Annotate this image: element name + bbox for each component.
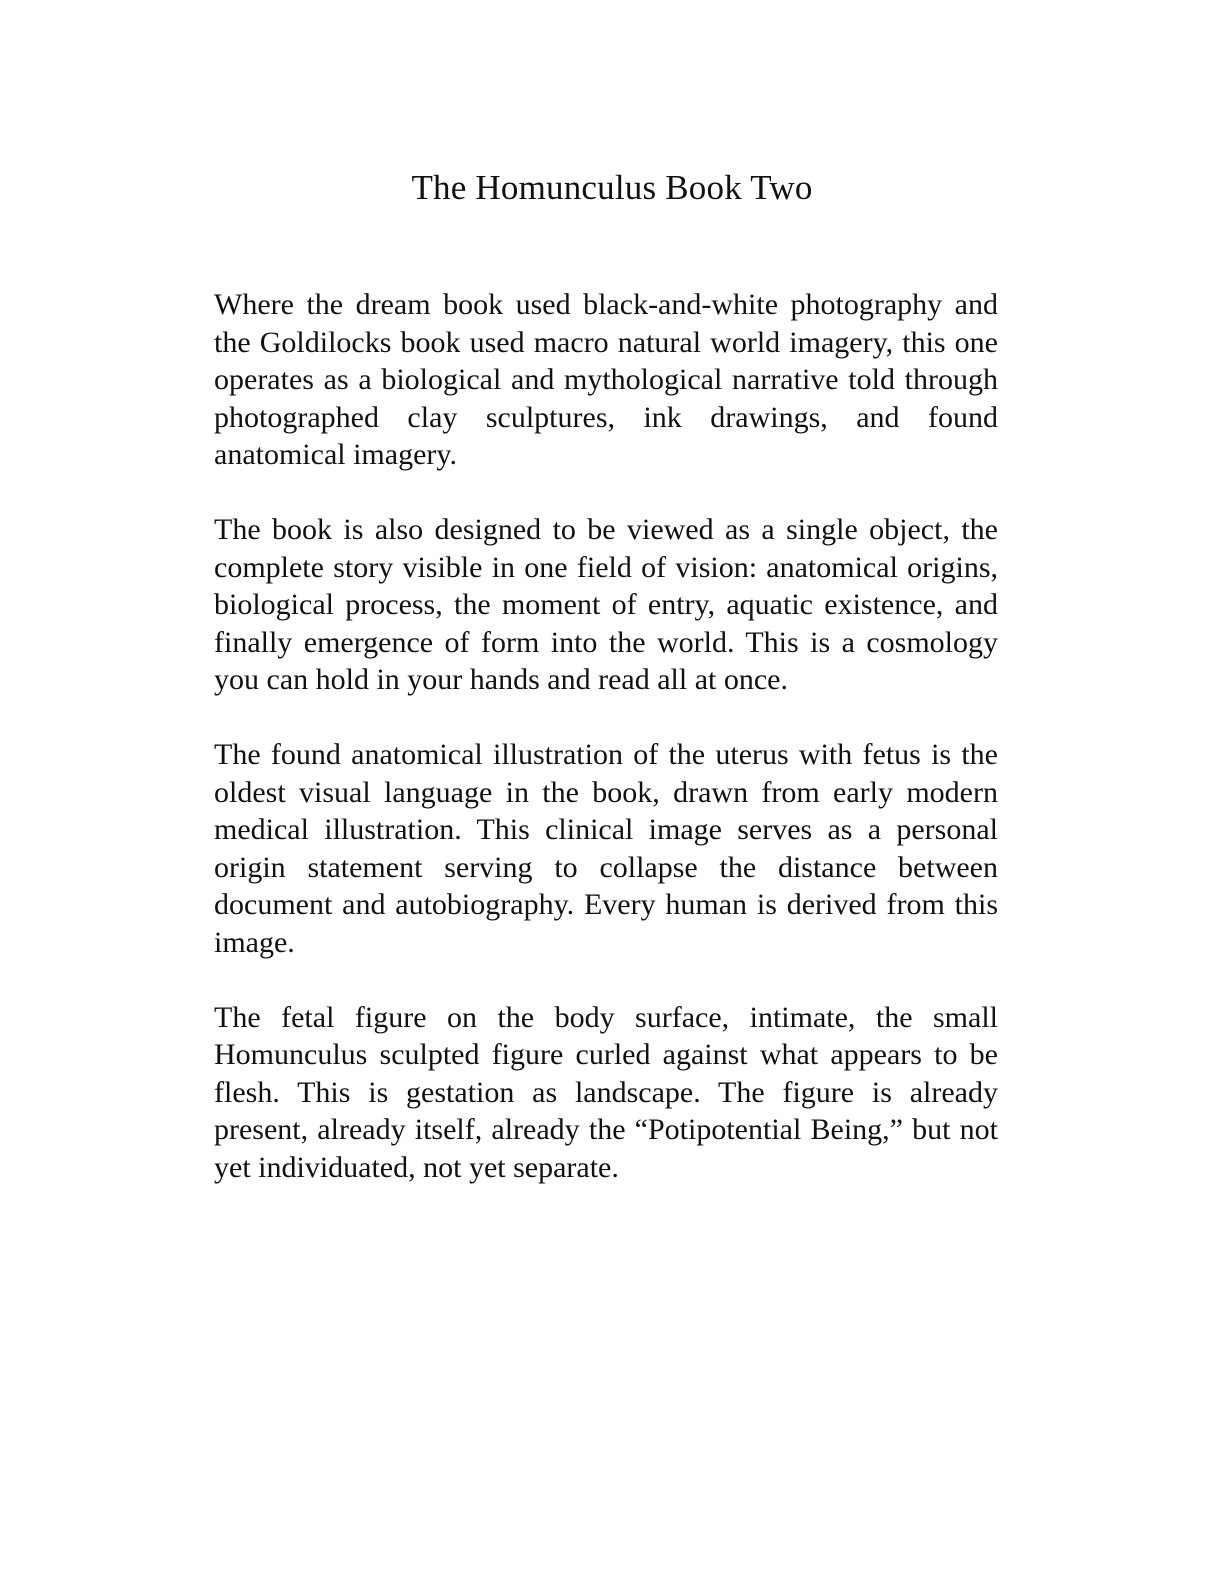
paragraph-2: The book is also designed to be viewed as a single object, the complete story visible in one field of vision: anatomical origins, biological process, the moment of entry, aquatic existence, and finally emergence of form into the world. This is a cosmology you can hold in your hands and read all at once.: [214, 512, 998, 697]
paragraph-4: The fetal figure on the body surface, intimate, the small Homunculus sculpted figure curled against what appears to be flesh. This is gestation as landscape. The figure is already present, already itself, already the “Potipotential Being,” but not yet individuated, not yet separate.: [214, 1000, 998, 1184]
document-title: The Homunculus Book Two: [411, 168, 813, 207]
body-text: [214, 286, 998, 1223]
paragraph-3: The found anatomical illustration of the uterus with fetus is the oldest visual language in the book, drawn from early modern medical illustration. This clinical image serves as a personal origin statement serving to collapse the distance between document and autobiography. Every human is derived from this image.: [214, 737, 998, 959]
paragraph-1: Where the dream book used black-and-white photography and the Goldilocks book used macro natural world imagery, this one operates as a biological and mythological narrative told through photographed clay sculptures, ink drawings, and found anatomical imagery.: [214, 288, 998, 472]
